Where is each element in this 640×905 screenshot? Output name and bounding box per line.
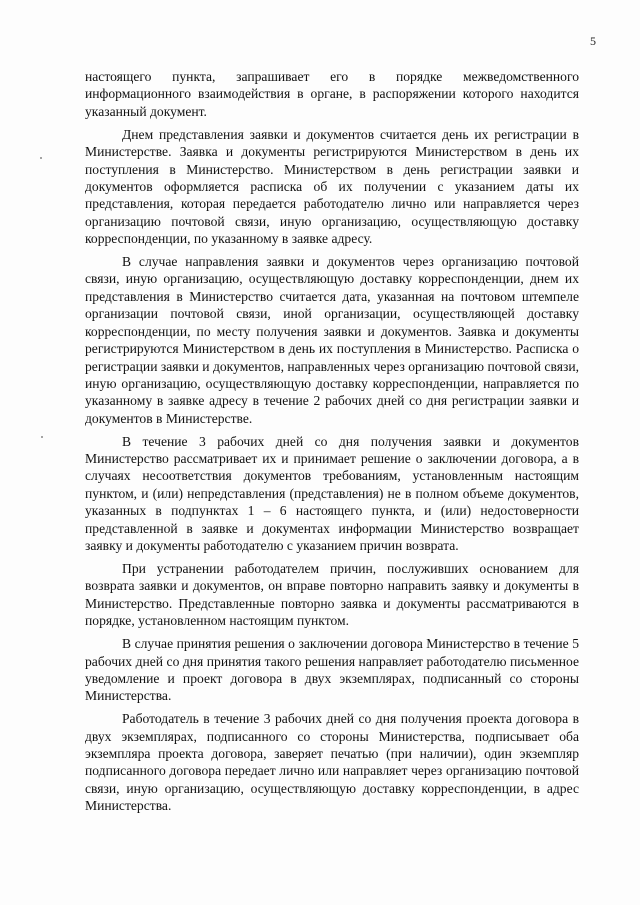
paragraph-review-decision: В течение 3 рабочих дней со дня получения заявки и документов Министерство рассматривает их и принимает решение о заключении договора, а в случаях несоответствия документов требованиям, установленным настоящим пунктом, и (или) непредставления (представления) не в полном объеме документов, указанных в подпунктах 1 – 6 настоящего пункта, и (или) недостоверности представленной в заявке и документах информации Министерство возвращает заявку и документы работодателю с указанием причин возврата.	[85, 433, 579, 554]
paragraph-postal-delivery: В случае направления заявки и документов через организацию почтовой связи, иную организацию, осуществляющую доставку корреспонденции, днем их представления в Министерство считается дата, указанная на почтовом штемпеле организации почтовой связи, иной организации, осуществляющей доставку корреспонденции, по месту получения заявки и документов. Заявка и документы регистрируются Министерством в день их поступления в Министерство. Расписка о регистрации заявки и документов, направленных через организацию почтовой связи, иную организацию, осуществляющую доставку корреспонденции, направляется по указанному в заявке адресу в течение 2 рабочих дней со дня регистрации заявки и документов в Министерстве.	[85, 254, 579, 426]
scan-speck	[40, 157, 42, 159]
paragraph-submission-date: Днем представления заявки и документов считается день их регистрации в Министерстве. Заявка и документы регистрируются Министерством в день их поступления в Министерство. Министерством в день регистрации заявки и документов оформляется расписка об их получении с указанием даты их представления, которая передается работодателю лично или направляется через организацию почтовой связи, иную организацию, осуществляющую доставку корреспонденции, по указанному в заявке адресу.	[85, 126, 579, 247]
paragraph-employer-signing: Работодатель в течение 3 рабочих дней со дня получения проекта договора в двух экземплярах, подписанного со стороны Министерства, подписывает оба экземпляра проекта договора, заверяет печатью (при наличии), один экземпляр подписанного договора передает лично или направляет через организацию почтовой связи, иную организацию, осуществляющую доставку корреспонденции, в адрес Министерства.	[85, 711, 579, 814]
page-number: 5	[590, 34, 596, 48]
paragraph-continuation: настоящего пункта, запрашивает его в порядке межведомственного информационного взаимодействия в органе, в распоряжении которого находится указанный документ.	[85, 69, 579, 119]
document-body	[85, 68, 579, 820]
paragraph-contract-notice: В случае принятия решения о заключении договора Министерство в течение 5 рабочих дней со дня принятия такого решения направляет работодателю письменное уведомление и проект договора в двух экземплярах, подписанный со стороны Министерства.	[85, 636, 579, 704]
paragraph-resubmission: При устранении работодателем причин, послуживших основанием для возврата заявки и документов, он вправе повторно направить заявку и документы в Министерство. Представленные повторно заявка и документы рассматриваются в порядке, установленном настоящим пунктом.	[85, 560, 579, 629]
scan-speck	[41, 436, 43, 438]
